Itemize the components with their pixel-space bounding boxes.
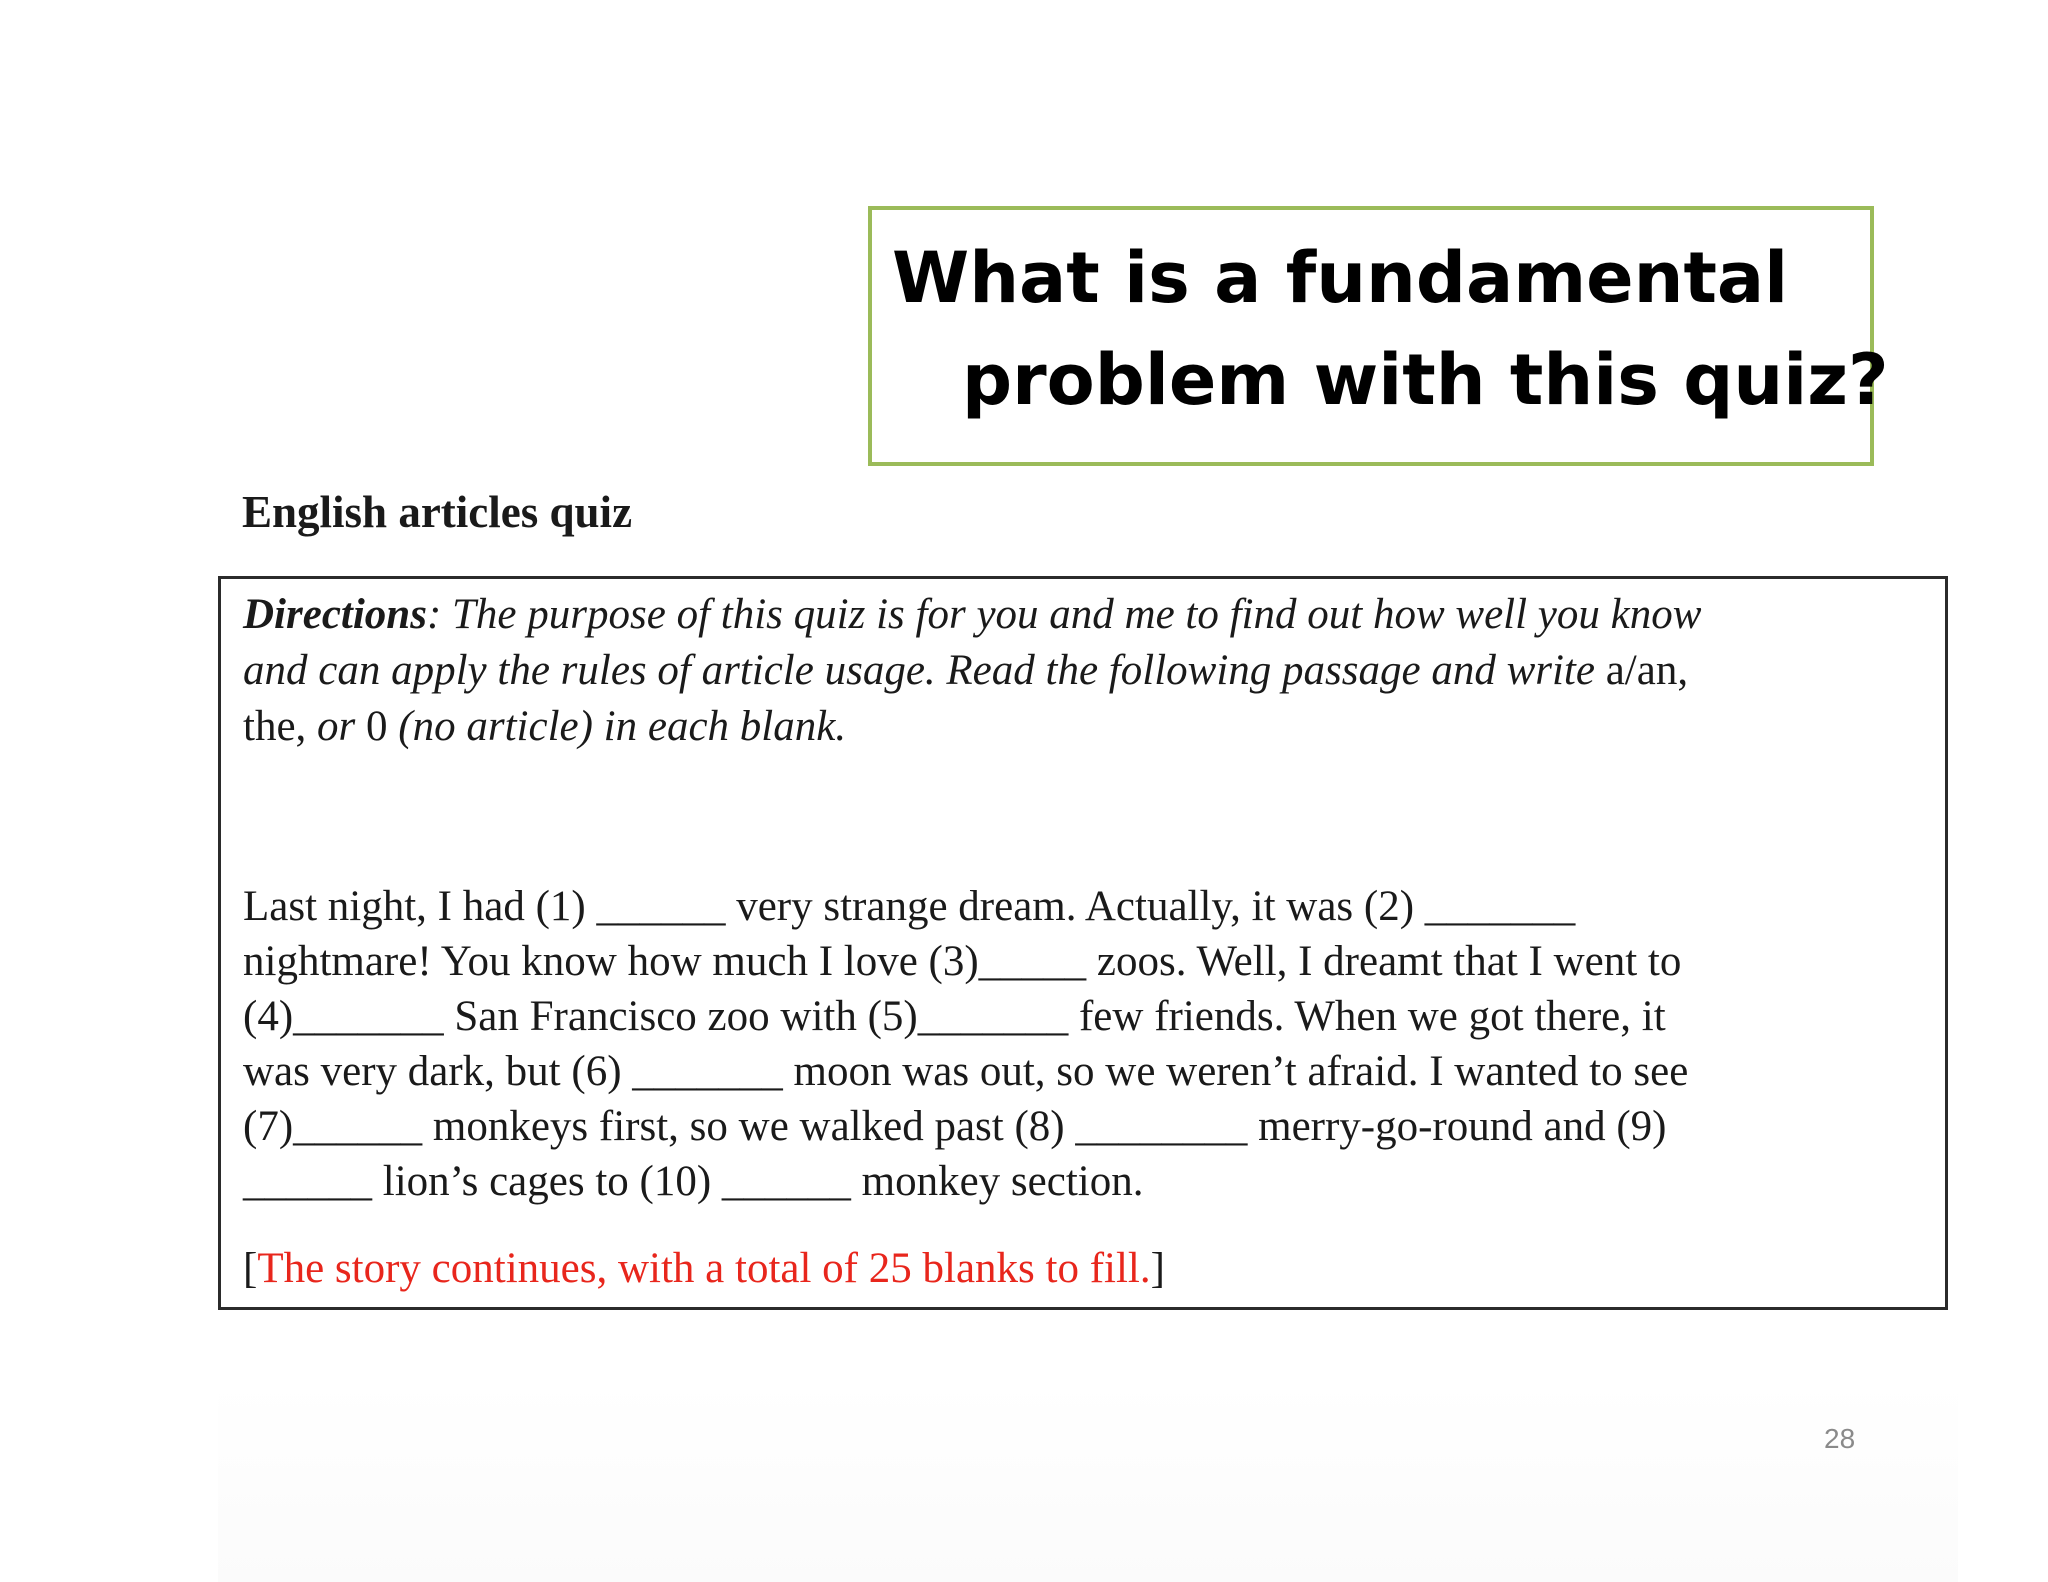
story-continues-text: The story continues, with a total of 25 blanks to fill.: [257, 1245, 1151, 1292]
directions-line-2: [243, 643, 1923, 699]
quiz-box: [218, 576, 1948, 1310]
question-line-2: problem with this quiz?: [962, 339, 1889, 421]
question-callout: [868, 206, 1889, 466]
bracket-close: ]: [1150, 1245, 1165, 1292]
question-line-1: What is a fundamental: [892, 237, 1789, 319]
page-number: 28: [1824, 1423, 1856, 1454]
quiz-passage: [243, 879, 1933, 1209]
passage-line: nightmare! You know how much I love (3)_____ zoos. Well, I dreamt that I went to: [243, 938, 1682, 985]
directions-label: Directions: [243, 591, 427, 638]
bracket-open: [: [243, 1245, 258, 1292]
directions-text-2a: and can apply the rules of article usage. Read the following passage and write: [243, 647, 1606, 694]
passage-line: Last night, I had (1) ______ very strange dream. Actually, it was (2) _______: [243, 883, 1576, 930]
directions-line-3: [243, 699, 1923, 755]
passage-line: (7)______ monkeys first, so we walked past (8) ________ merry-go-round and (9): [243, 1103, 1667, 1150]
passage-line: ______ lion’s cages to (10) ______ monkey section.: [243, 1158, 1144, 1205]
directions-text-3a: the,: [243, 703, 318, 750]
story-continues-note: [243, 1241, 1165, 1297]
directions-text-3c: 0: [366, 703, 399, 750]
quiz-directions: [243, 587, 1923, 755]
passage-line: was very dark, but (6) _______ moon was out, so we weren’t afraid. I wanted to see: [243, 1048, 1689, 1095]
directions-text-3d: (no article) in each blank.: [398, 703, 847, 750]
passage-line: (4)_______ San Francisco zoo with (5)_______ few friends. When we got there, it: [243, 993, 1666, 1040]
quiz-image: [218, 470, 1958, 1582]
quiz-title: English articles quiz: [242, 487, 633, 537]
directions-text-2b: a/an,: [1605, 647, 1689, 694]
directions-text-3b: or: [317, 703, 367, 750]
directions-line-1: [243, 587, 1923, 643]
directions-text-1: : The purpose of this quiz is for you and me to find out how well you know: [426, 591, 1702, 638]
